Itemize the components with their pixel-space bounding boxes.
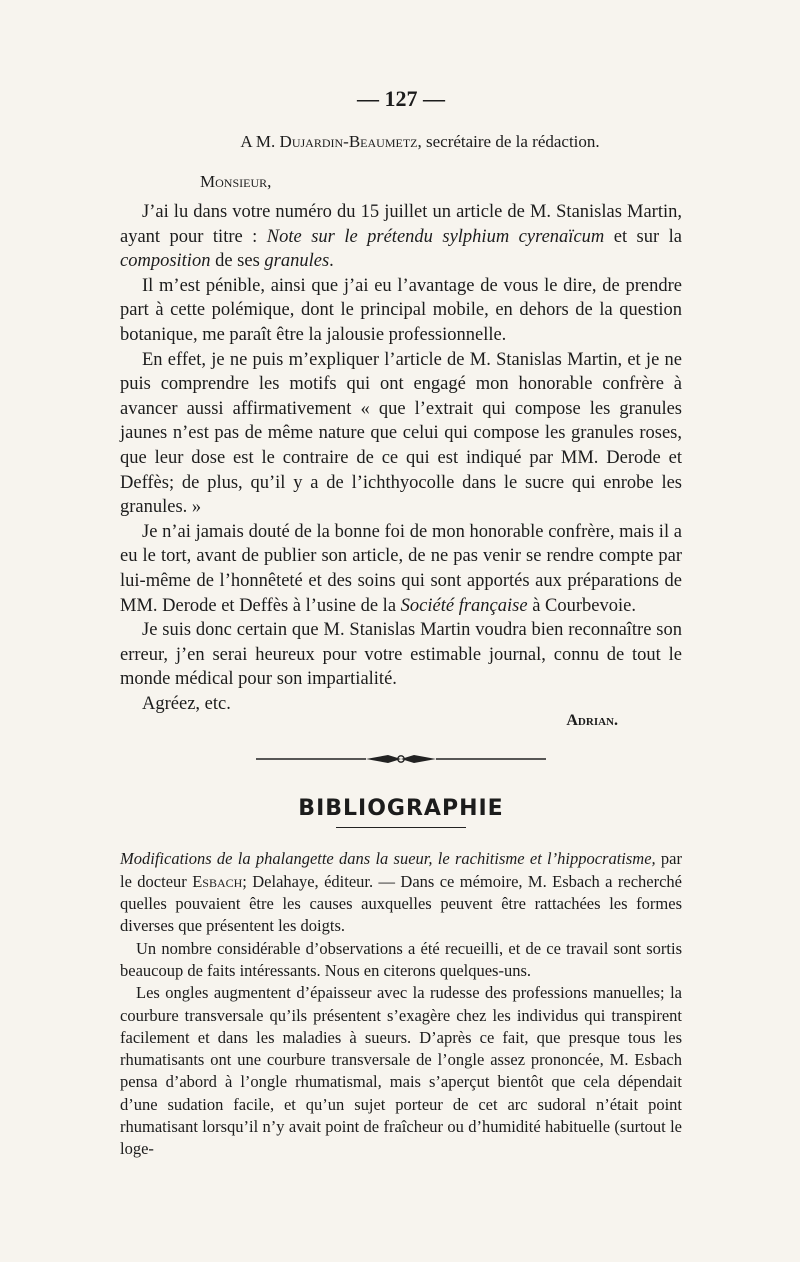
bibliography-paragraph-3: Les ongles augmentent d’épaisseur avec la rudesse des professions manuelles; la courbure transversale qu’ils présentent s’exagère chez les individus qui transpirent facilement et dans les maladies à sueurs. D’après ce fait, que presque tous les rhumatisants ont une courbure transversale de l’ongle assez prononcée, M. Esbach pensa d’abord à l’ongle rhumatismal, mais s’aperçut bientôt que cela dépendait d’une sudation facile, et qu’un sujet porteur de cet arc sudoral n’était point rhumatisant lorsqu’il n’y avait point de fraîcheur ou d’humidité habituelle (surtout le loge- (120, 983, 682, 1159)
letter-closing: Agréez, etc. (142, 693, 231, 714)
letter-paragraph-4 (120, 520, 682, 618)
letter-paragraph-3: En effet, je ne puis m’expliquer l’article de M. Stanislas Martin, et je ne puis comprendre les motifs qui ont engagé mon honorable confrère à avancer aussi affirmativement « que l’extrait qui compose les granules jaunes n’est pas de même nature que celui qui compose les granules roses, que leur dose est le contraire de ce qui est indiqué par MM. Derode et Deffès; de plus, qu’il y a de l’ichthyocolle dans le sucre qui enrobe les granules. » (120, 349, 682, 518)
article-title: Note sur le prétendu sylphium cyrenaïcum (266, 226, 605, 247)
author-name: Esbach (192, 871, 243, 891)
company-name: Société française (400, 595, 528, 616)
text-run: à Courbevoie. (527, 595, 636, 616)
text-run: par le docteur (120, 849, 682, 891)
bibliography-body (120, 848, 682, 1160)
text-run: J’ai lu dans votre numéro du 15 juillet un article de M. Stanislas Martin, ayant pour titre : (120, 202, 682, 247)
section-heading: BIBLIOGRAPHIE (298, 796, 504, 822)
address-name: Dujardin-Beaumetz, (279, 132, 422, 151)
heading-underline (336, 827, 466, 828)
letter-body (120, 200, 682, 730)
italic-term: granules (264, 251, 330, 272)
text-run: de ses (210, 251, 265, 272)
letter-signature: Adrian. (566, 712, 618, 730)
address-prefix: A M. (240, 132, 276, 151)
text-run: Je n’ai jamais douté de la bonne foi de mon honorable confrère, mais il a eu le tort, avant de publier son article, de ne pas venir se rendre compte par lui-même de l’honnêteté et des soins qui sont apportés aux préparations de MM. Derode et Deffès à l’usine de la (120, 521, 682, 616)
letter-paragraph-1 (120, 200, 682, 274)
address-suffix: secrétaire de la rédaction. (425, 132, 600, 151)
bibliography-paragraph-1 (120, 848, 682, 937)
letter-salutation: Monsieur, (200, 172, 272, 191)
letter-paragraph-2: Il m’est pénible, ainsi que j’ai eu l’avantage de vous le dire, de prendre part à cette polémique, dont le principal mobile, en dehors de la question botanique, me paraît être la jalousie professionnelle. (120, 275, 682, 345)
text-run: ; Delahaye, éditeur. — Dans ce mémoire, M. Esbach a recherché quelles pouvaient être les causes auxquelles peuvent être rattachées les formes diverses que présentent les doigts. (120, 871, 682, 936)
bibliography-paragraph-2: Un nombre considérable d’observations a été recueilli, et de ce travail sont sortis beaucoup de faits intéressants. Nous en citerons quelques-uns. (120, 938, 682, 980)
page-number: — 127 — (357, 86, 445, 111)
document-page (120, 86, 682, 1161)
book-title: Modifications de la phalangette dans la sueur, le rachitisme et l’hippocratisme, (120, 849, 656, 869)
ornamental-rule (256, 752, 546, 766)
letter-paragraph-5: Je suis donc certain que M. Stanislas Martin voudra bien reconnaître son erreur, j’en serai heureux pour votre estimable journal, connu de tout le monde médical pour son impartialité. (120, 620, 682, 690)
letter-address (120, 132, 682, 152)
text-run: et sur la (604, 226, 682, 247)
text-run: . (329, 251, 334, 272)
italic-term: composition (120, 251, 211, 272)
